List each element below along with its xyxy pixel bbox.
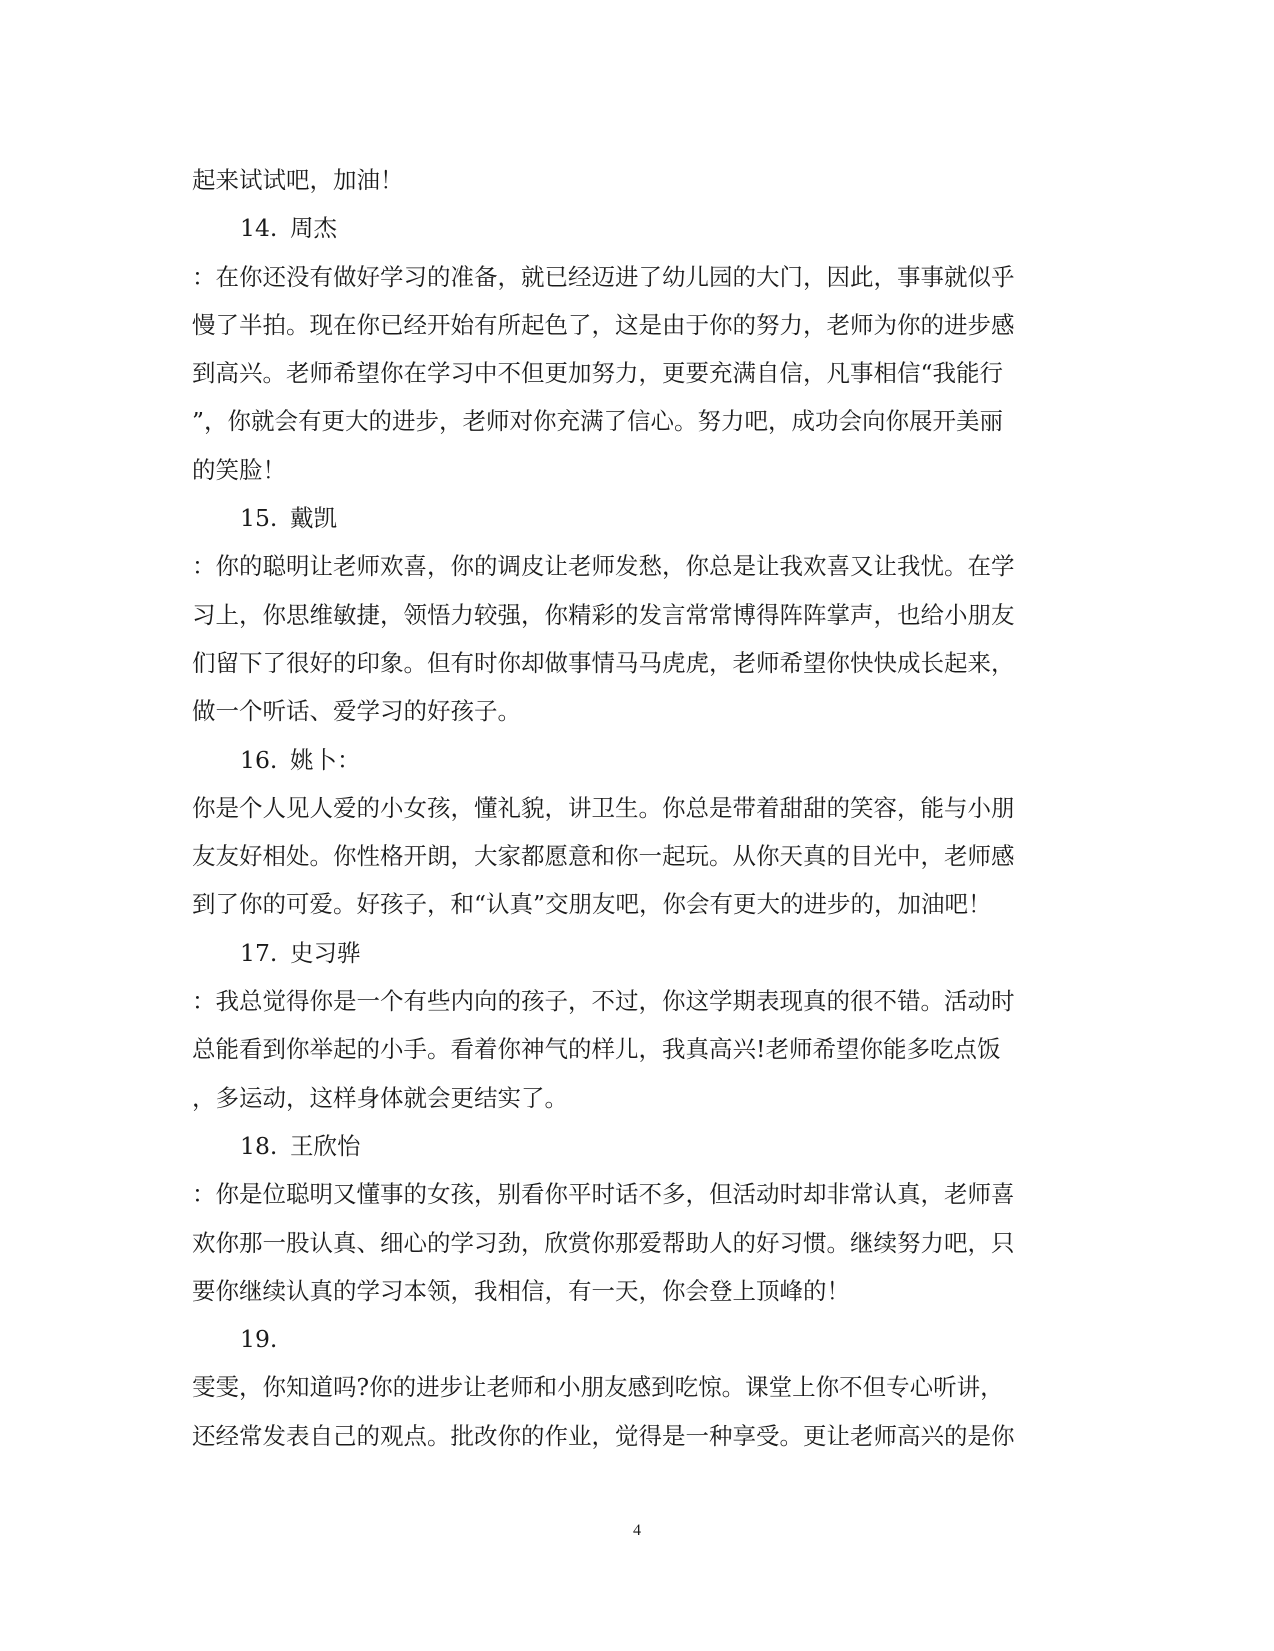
body-line: 的笑脸！ (192, 455, 286, 484)
body-line: 要你继续认真的学习本领，我相信，有一天，你会登上顶峰的！ (192, 1276, 850, 1305)
body-line: ，多运动，这样身体就会更结实了。 (192, 1083, 568, 1112)
student-number: 17. (240, 938, 278, 967)
document-body (192, 156, 1072, 1460)
body-line: ”，你就会有更大的进步，老师对你充满了信心。努力吧，成功会向你展开美丽 (192, 407, 1004, 436)
student-name: 史习骅 (290, 938, 361, 967)
body-line: ：在你还没有做好学习的准备，就已经迈进了幼儿园的大门，因此，事事就似乎 (192, 262, 1015, 291)
student-heading (192, 929, 1072, 977)
student-heading (192, 204, 1072, 252)
student-number: 16. (240, 745, 278, 774)
body-line: 总能看到你举起的小手。看着你神气的样儿，我真高兴!老师希望你能多吃点饭 (192, 1035, 1001, 1064)
student-heading (192, 494, 1072, 542)
page-number: 4 (633, 1522, 641, 1539)
student-number: 15. (240, 504, 278, 533)
body-line: 友友好相处。你性格开朗，大家都愿意和你一起玩。从你天真的目光中，老师感 (192, 842, 1015, 871)
body-line: ：你的聪明让老师欢喜，你的调皮让老师发愁，你总是让我欢喜又让我忧。在学 (192, 552, 1015, 581)
student-heading (192, 1122, 1072, 1170)
body-line: 到高兴。老师希望你在学习中不但更加努力，更要充满自信，凡事相信“我能行 (192, 359, 1004, 388)
body-line: 欢你那一股认真、细心的学习劲，欣赏你那爱帮助人的好习惯。继续努力吧，只 (192, 1228, 1015, 1257)
body-line: ：你是位聪明又懂事的女孩，别看你平时话不多，但活动时却非常认真，老师喜 (192, 1180, 1015, 1209)
body-line: 起来试试吧，加油！ (192, 166, 404, 194)
body-line: 你是个人见人爱的小女孩，懂礼貌，讲卫生。你总是带着甜甜的笑容，能与小朋 (192, 793, 1015, 822)
body-line: 做一个听话、爱学习的好孩子。 (192, 697, 521, 726)
body-line: 雯雯，你知道吗?你的进步让老师和小朋友感到吃惊。课堂上你不但专心听讲， (192, 1373, 1004, 1402)
student-number: 14. (240, 214, 278, 243)
student-heading (192, 736, 1072, 784)
student-name: 王欣怡 (290, 1131, 361, 1160)
body-line: ：我总觉得你是一个有些内向的孩子，不过，你这学期表现真的很不错。活动时 (192, 987, 1015, 1016)
body-line: 还经常发表自己的观点。批改你的作业，觉得是一种享受。更让老师高兴的是你 (192, 1421, 1015, 1450)
student-heading (192, 1315, 1072, 1363)
student-name: 姚卜： (290, 745, 361, 774)
student-number: 19. (240, 1325, 278, 1354)
student-name: 周杰 (290, 214, 337, 243)
body-line: 慢了半拍。现在你已经开始有所起色了，这是由于你的努力，老师为你的进步感 (192, 310, 1015, 339)
student-name: 戴凯 (290, 504, 337, 533)
body-line: 习上，你思维敏捷，领悟力较强，你精彩的发言常常博得阵阵掌声，也给小朋友 (192, 600, 1015, 629)
body-line: 们留下了很好的印象。但有时你却做事情马马虎虎，老师希望你快快成长起来， (192, 648, 1015, 677)
student-number: 18. (240, 1131, 278, 1160)
body-line: 到了你的可爱。好孩子，和“认真”交朋友吧，你会有更大的进步的，加油吧！ (192, 890, 992, 919)
